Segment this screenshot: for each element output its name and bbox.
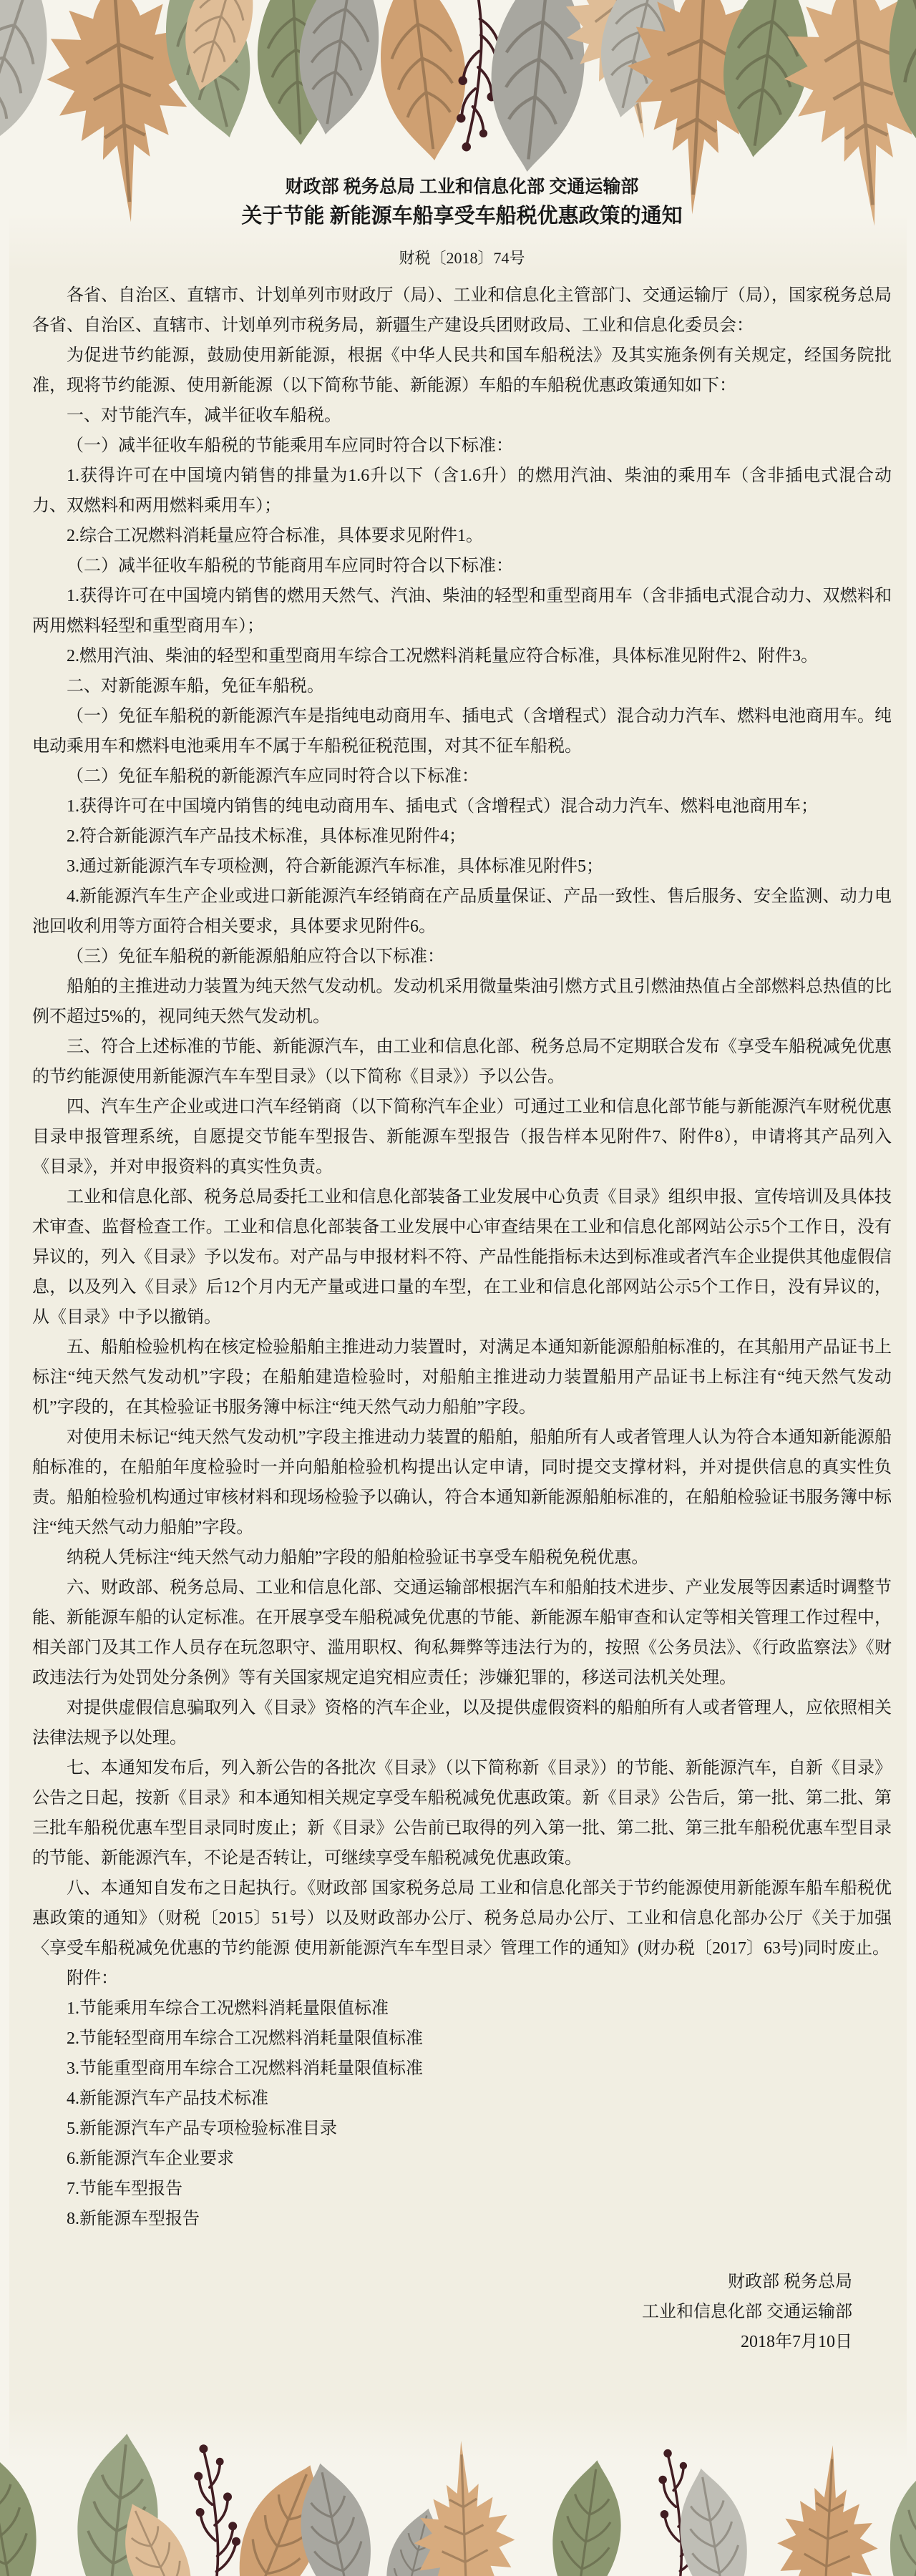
autumn-leaves-bottom-border <box>0 2422 916 2576</box>
paragraph-14: 2.符合新能源汽车产品技术标准，具体标准见附件4； <box>67 827 466 846</box>
paragraph-2: 为促进节约能源，鼓励使用新能源，根据《中华人民共和国车船税法》及其实施条例有关规定，经国务院批准，现将节约能源、使用新能源（以下简称节能、新能源）车船的车船税优惠政策通知如下： <box>32 346 892 395</box>
paragraph-10: 二、对新能源车船，免征车船税。 <box>67 677 324 696</box>
paragraph-17: （三）免征车船税的新能源船舶应符合以下标准： <box>67 947 444 966</box>
paragraph-20: 四、汽车生产企业或进口汽车经销商（以下简称汽车企业）可通过工业和信息化部节能与新能源汽车财税优惠目录申报管理系统，自愿提交节能车型报告、新能源车型报告（报告样本见附件7、附件8），申请将其产品列入《目录》，并对申报资料的真实性负责。 <box>32 1098 892 1176</box>
attachment-item-5: 5.新能源汽车产品专项检验标准目录 <box>67 2119 337 2138</box>
paragraph-8: 1.获得许可在中国境内销售的燃用天然气、汽油、柴油的轻型和重型商用车（含非插电式混合动力、双燃料和两用燃料轻型和重型商用车）； <box>32 587 892 635</box>
paragraph-18: 船舶的主推进动力装置为纯天然气发动机。发动机采用微量柴油引燃方式且引燃油热值占全部燃料总热值的比例不超过5%的，视同纯天然气发动机。 <box>32 977 892 1026</box>
attachment-item-4: 4.新能源汽车产品技术标准 <box>67 2089 268 2108</box>
paragraph-1: 各省、自治区、直辖市、计划单列市财政厅（局）、工业和信息化主管部门、交通运输厅（局），国家税务总局各省、自治区、直辖市、计划单列市税务局，新疆生产建设兵团财政局、工业和信息化委员会： <box>32 286 892 335</box>
signature-line-1: 财政部 税务总局 <box>728 2273 852 2291</box>
green-leaf-icon <box>542 2456 630 2576</box>
document-body <box>32 280 892 1963</box>
paragraph-12: （二）免征车船税的新能源汽车应同时符合以下标准： <box>67 767 479 786</box>
attachment-item-1: 1.节能乘用车综合工况燃料消耗量限值标准 <box>67 1999 389 2018</box>
attachments-list <box>32 1994 892 2234</box>
document-title: 关于节能 新能源车船享受车船税优惠政策的通知 <box>241 205 683 228</box>
paragraph-16: 4.新能源汽车生产企业或进口新能源汽车经销商在产品质量保证、产品一致性、售后服务、安全监测、动力电池回收利用等方面符合相关要求，具体要求见附件6。 <box>32 887 892 936</box>
paragraph-9: 2.燃用汽油、柴油的轻型和重型商用车综合工况燃料消耗量应符合标准，具体标准见附件2、附件3。 <box>67 647 818 665</box>
attachment-item-3: 3.节能重型商用车综合工况燃料消耗量限值标准 <box>67 2059 423 2078</box>
paragraph-21: 工业和信息化部、税务总局委托工业和信息化部装备工业发展中心负责《目录》组织申报、宣传培训及具体技术审查、监督检查工作。工业和信息化部装备工业发展中心审查结果在工业和信息化部网站公示5个工作日，没有异议的，列入《目录》予以发布。对产品与申报材料不符、产品性能指标未达到标准或者汽车企业提供其他虚假信息，以及列入《目录》后12个月内无产量或进口量的车型，在工业和信息化部网站公示5个工作日，没有异议的，从《目录》中予以撤销。 <box>32 1188 892 1327</box>
attachment-item-8: 8.新能源车型报告 <box>67 2210 200 2228</box>
signature-line-2: 工业和信息化部 交通运输部 <box>642 2303 852 2321</box>
sage-leaf-icon <box>874 2447 916 2576</box>
paragraph-22: 五、船舶检验机构在核定检验船舶主推进动力装置时，对满足本通知新能源船舶标准的，在其船用产品证书上标注“纯天然气发动机”字段；在船舶建造检验时，对船舶主推进动力装置船用产品证书上标注有“纯天然气发动机”字段的，在其检验证书服务簿中标注“纯天然气动力船舶”字段。 <box>32 1338 892 1417</box>
attachment-item-6: 6.新能源汽车企业要求 <box>67 2150 234 2168</box>
issuing-departments: 财政部 税务总局 工业和信息化部 交通运输部 <box>285 177 639 197</box>
paragraph-11: （一）免征车船税的新能源汽车是指纯电动商用车、插电式（含增程式）混合动力汽车、燃料电池商用车。纯电动乘用车和燃料电池乘用车不属于车船税征税范围，对其不征车船税。 <box>32 707 892 756</box>
paragraph-23: 对使用未标记“纯天然气发动机”字段主推进动力装置的船舶，船舶所有人或者管理人认为符合本通知新能源船舶标准的，在船舶年度检验时一并向船舶检验机构提出认定申请，同时提交支撑材料，并对提供信息的真实性负责。船舶检验机构通过审核材料和现场检验予以确认，符合本通知新能源船舶标准的，在船舶检验证书服务簿中标注“纯天然气动力船舶”字段。 <box>32 1428 892 1537</box>
paragraph-25: 六、财政部、税务总局、工业和信息化部、交通运输部根据汽车和船舶技术进步、产业发展等因素适时调整节能、新能源车船的认定标准。在开展享受车船税减免优惠的节能、新能源车船审查和认定等相关管理工作过程中，相关部门及其工作人员存在玩忽职守、滥用职权、徇私舞弊等违法行为的，按照《公务员法》、《行政监察法》《财政违法行为处罚处分条例》等有关国家规定追究相应责任；涉嫌犯罪的，移送司法机关处理。 <box>32 1579 892 1687</box>
paragraph-4: （一）减半征收车船税的节能乘用车应同时符合以下标准： <box>67 436 513 455</box>
berry-sprig-icon <box>194 2444 240 2576</box>
paragraph-28: 八、本通知自发布之日起执行。《财政部 国家税务总局 工业和信息化部关于节约能源使用新能源车船车船税优惠政策的通知》（财税〔2015〕51号）以及财政部办公厅、税务总局办公厅、工业和信息化部办公厅《关于加强〈享受车船税减免优惠的节约能源 使用新能源汽车车型目录〉管理工作的通知》(财办税〔2017〕63号)同时废止。 <box>32 1879 892 1958</box>
paragraph-7: （二）减半征收车船税的节能商用车应同时符合以下标准： <box>67 557 513 575</box>
paragraph-3: 一、对节能汽车，减半征收车船税。 <box>67 406 341 425</box>
paragraph-13: 1.获得许可在中国境内销售的纯电动商用车、插电式（含增程式）混合动力汽车、燃料电池商用车； <box>67 797 818 816</box>
green-leaf-icon <box>0 2443 49 2576</box>
paragraph-26: 对提供虚假信息骗取列入《目录》资格的汽车企业，以及提供虚假资料的船舶所有人或者管理人，应依照相关法律法规予以处理。 <box>32 1699 892 1747</box>
document-number: 财税〔2018〕74号 <box>399 249 525 267</box>
attachment-item-2: 2.节能轻型商用车综合工况燃料消耗量限值标准 <box>67 2029 423 2048</box>
attachments-label: 附件： <box>67 1969 118 1988</box>
paragraph-15: 3.通过新能源汽车专项检测，符合新能源汽车标准，具体标准见附件5； <box>67 857 603 876</box>
paragraph-6: 2.综合工况燃料消耗量应符合标准，具体要求见附件1。 <box>67 527 483 545</box>
signature-block <box>32 2267 892 2357</box>
paragraph-19: 三、符合上述标准的节能、新能源汽车，由工业和信息化部、税务总局不定期联合发布《享受车船税减免优惠的节约能源使用新能源汽车车型目录》（以下简称《目录》）予以公告。 <box>32 1038 892 1086</box>
paragraph-27: 七、本通知发布后，列入新公告的各批次《目录》（以下简称新《目录》）的节能、新能源汽车，自新《目录》公告之日起，按新《目录》和本通知相关规定享受车船税减免优惠政策。新《目录》公告后，第一批、第二批、第三批车船税优惠车型目录同时废止；新《目录》公告前已取得的列入第一批、第二批、第三批车船税优惠车型目录的节能、新能源汽车，不论是否转让，可继续享受车船税减免优惠政策。 <box>32 1759 892 1868</box>
paragraph-5: 1.获得许可在中国境内销售的排量为1.6升以下（含1.6升）的燃用汽油、柴油的乘用车（含非插电式混合动力、双燃料和两用燃料乘用车）； <box>32 467 892 515</box>
attachment-item-7: 7.节能车型报告 <box>67 2180 182 2198</box>
tan-maple-leaf-icon <box>774 2443 883 2576</box>
signature-date: 2018年7月10日 <box>741 2333 852 2351</box>
paragraph-24: 纳税人凭标注“纯天然气动力船舶”字段的船舶检验证书享受车船税免税优惠。 <box>67 1548 649 1567</box>
